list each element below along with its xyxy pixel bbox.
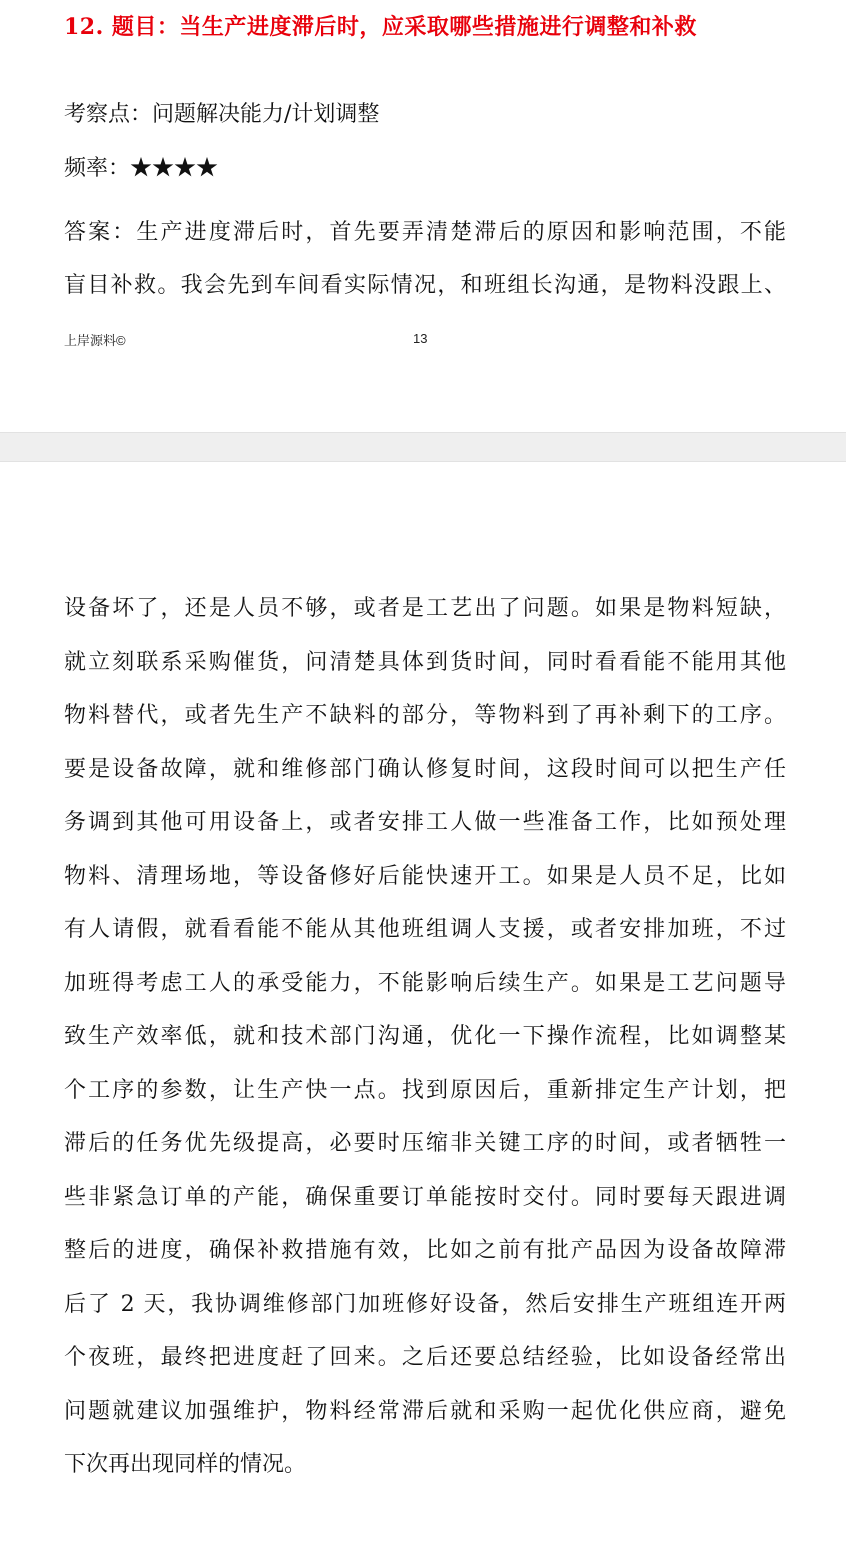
frequency-rating: 频率：★★★★ <box>64 156 219 181</box>
answer-line: 加班得考虑工人的承受能力，不能影响后续生产。如果是工艺问题导 <box>64 970 786 996</box>
answer-line: 务调到其他可用设备上，或者安排工人做一些准备工作，比如预处理 <box>64 810 786 835</box>
document-page-14 <box>0 462 846 1542</box>
footer-page-number: 13 <box>413 331 428 346</box>
page-separator <box>0 432 846 462</box>
answer-line: 后了 2 天，我协调维修部门加班修好设备，然后安排生产班组连开两 <box>64 1291 786 1317</box>
answer-line: 物料、清理场地，等设备修好后能快速开工。如果是人员不足，比如 <box>64 863 786 889</box>
answer-line: 就立刻联系采购催货，问清楚具体到货时间，同时看看能不能用其他 <box>64 649 786 675</box>
answer-line: 问题就建议加强维护，物料经常滞后就和采购一起优化供应商，避免 <box>64 1398 786 1424</box>
answer-line: 盲目补救。我会先到车间看实际情况，和班组长沟通，是物料没跟上、 <box>64 273 786 298</box>
answer-line: 个夜班，最终把进度赶了回来。之后还要总结经验，比如设备经常出 <box>64 1345 786 1370</box>
answer-paragraph-continued <box>64 582 786 1492</box>
footer-source: 上岸源料© <box>64 333 126 348</box>
answer-line: 答案：生产进度滞后时，首先要弄清楚滞后的原因和影响范围，不能 <box>64 220 786 245</box>
answer-line: 整后的进度，确保补救措施有效，比如之前有批产品因为设备故障滞 <box>64 1238 786 1263</box>
document-page-13 <box>0 0 846 432</box>
question-title: 12. 题目：当生产进度滞后时，应采取哪些措施进行调整和补救 <box>64 14 697 40</box>
answer-line: 要是设备故障，就和维修部门确认修复时间，这段时间可以把生产任 <box>64 756 786 782</box>
answer-line: 滞后的任务优先级提高，必要时压缩非关键工序的时间，或者牺牲一 <box>64 1131 786 1156</box>
answer-paragraph-start <box>64 206 786 312</box>
answer-line-final: 下次再出现同样的情况。 <box>64 1452 307 1477</box>
exam-point: 考察点：问题解决能力/计划调整 <box>64 102 380 127</box>
answer-line: 物料替代，或者先生产不缺料的部分，等物料到了再补剩下的工序。 <box>64 703 786 728</box>
answer-line: 设备坏了，还是人员不够，或者是工艺出了问题。如果是物料短缺， <box>64 596 786 621</box>
answer-line: 致生产效率低，就和技术部门沟通，优化一下操作流程，比如调整某 <box>64 1024 786 1049</box>
answer-line: 有人请假，就看看能不能从其他班组调人支援，或者安排加班，不过 <box>64 917 786 942</box>
answer-line: 个工序的参数，让生产快一点。找到原因后，重新排定生产计划，把 <box>64 1077 786 1103</box>
answer-line: 些非紧急订单的产能，确保重要订单能按时交付。同时要每天跟进调 <box>64 1184 786 1210</box>
